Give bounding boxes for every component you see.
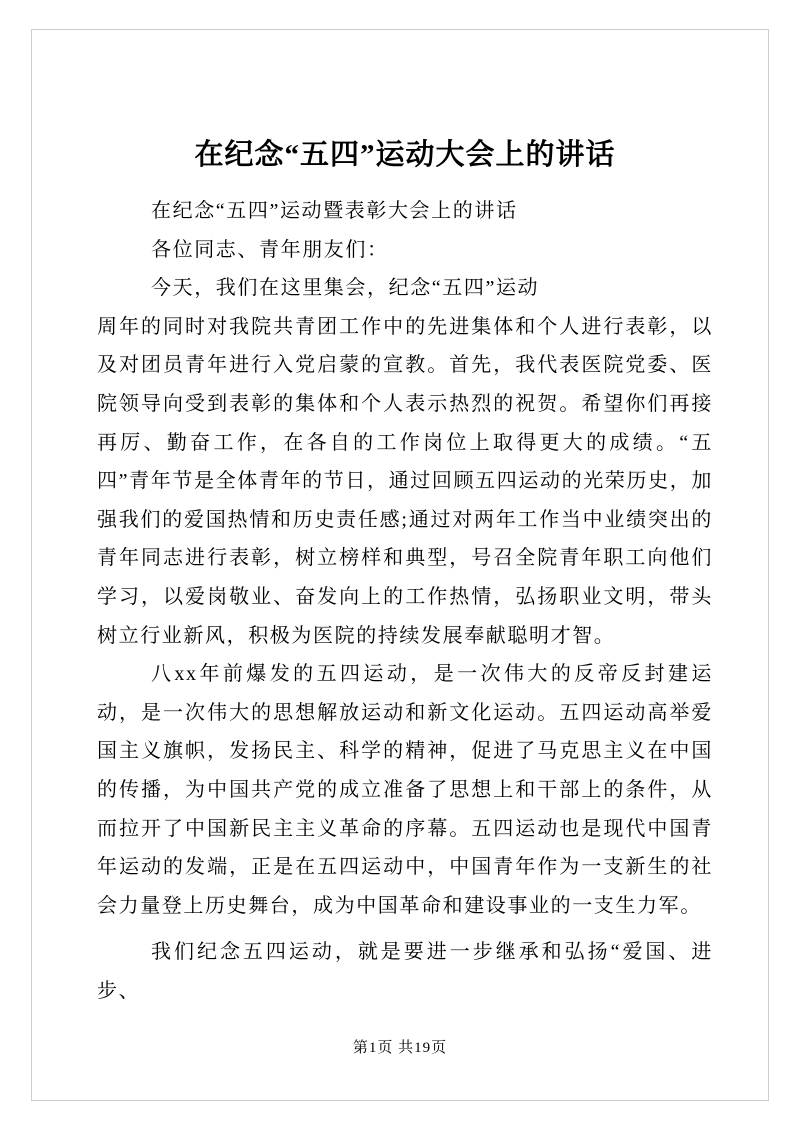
document-body xyxy=(97,192,713,1010)
paragraph-body-2: 八xx年前爆发的五四运动，是一次伟大的反帝反封建运动，是一次伟大的思想解放运动和新文化运动。五四运动高举爱国主义旗帜，发扬民主、科学的精神，促进了马克思主义在中国的传播，为中国共产党的成立准备了思想上和干部上的条件，从而拉开了中国新民主主义革命的序幕。五四运动也是现代中国青年运动的发端，正是在五四运动中，中国青年作为一支新生的社会力量登上历史舞台，成为中国革命和建设事业的一支生力军。 xyxy=(97,663,713,917)
paragraph-opening: 今天，我们在这里集会，纪念“五四”运动 xyxy=(151,277,540,300)
page-footer xyxy=(0,1036,800,1057)
document-title: 在纪念“五四”运动大会上的讲话 xyxy=(194,139,616,171)
document-content xyxy=(97,134,713,1010)
paragraph-body-3: 我们纪念五四运动，就是要进一步继承和弘扬“爱国、进步、 xyxy=(97,941,713,1002)
page-number: 第1页 共19页 xyxy=(352,1040,448,1056)
paragraph-subtitle: 在纪念“五四”运动暨表彰大会上的讲话 xyxy=(151,200,518,222)
paragraph-body-1: 周年的同时对我院共青团工作中的先进集体和个人进行表彰，以及对团员青年进行入党启蒙的宣教。首先，我代表医院党委、医院领导向受到表彰的集体和个人表示热烈的祝贺。希望你们再接再厉、勤奋工作，在各自的工作岗位上取得更大的成绩。“五四”青年节是全体青年的节日，通过回顾五四运动的光荣历史，加强我们的爱国热情和历史责任感;通过对两年工作当中业绩突出的青年同志进行表彰，树立榜样和典型，号召全院青年职工向他们学习，以爱岗敬业、奋发向上的工作热情，弘扬职业文明，带头树立行业新风，积极为医院的持续发展奉献聪明才智。 xyxy=(97,315,713,647)
paragraph-salutation: 各位同志、青年朋友们： xyxy=(151,238,389,261)
